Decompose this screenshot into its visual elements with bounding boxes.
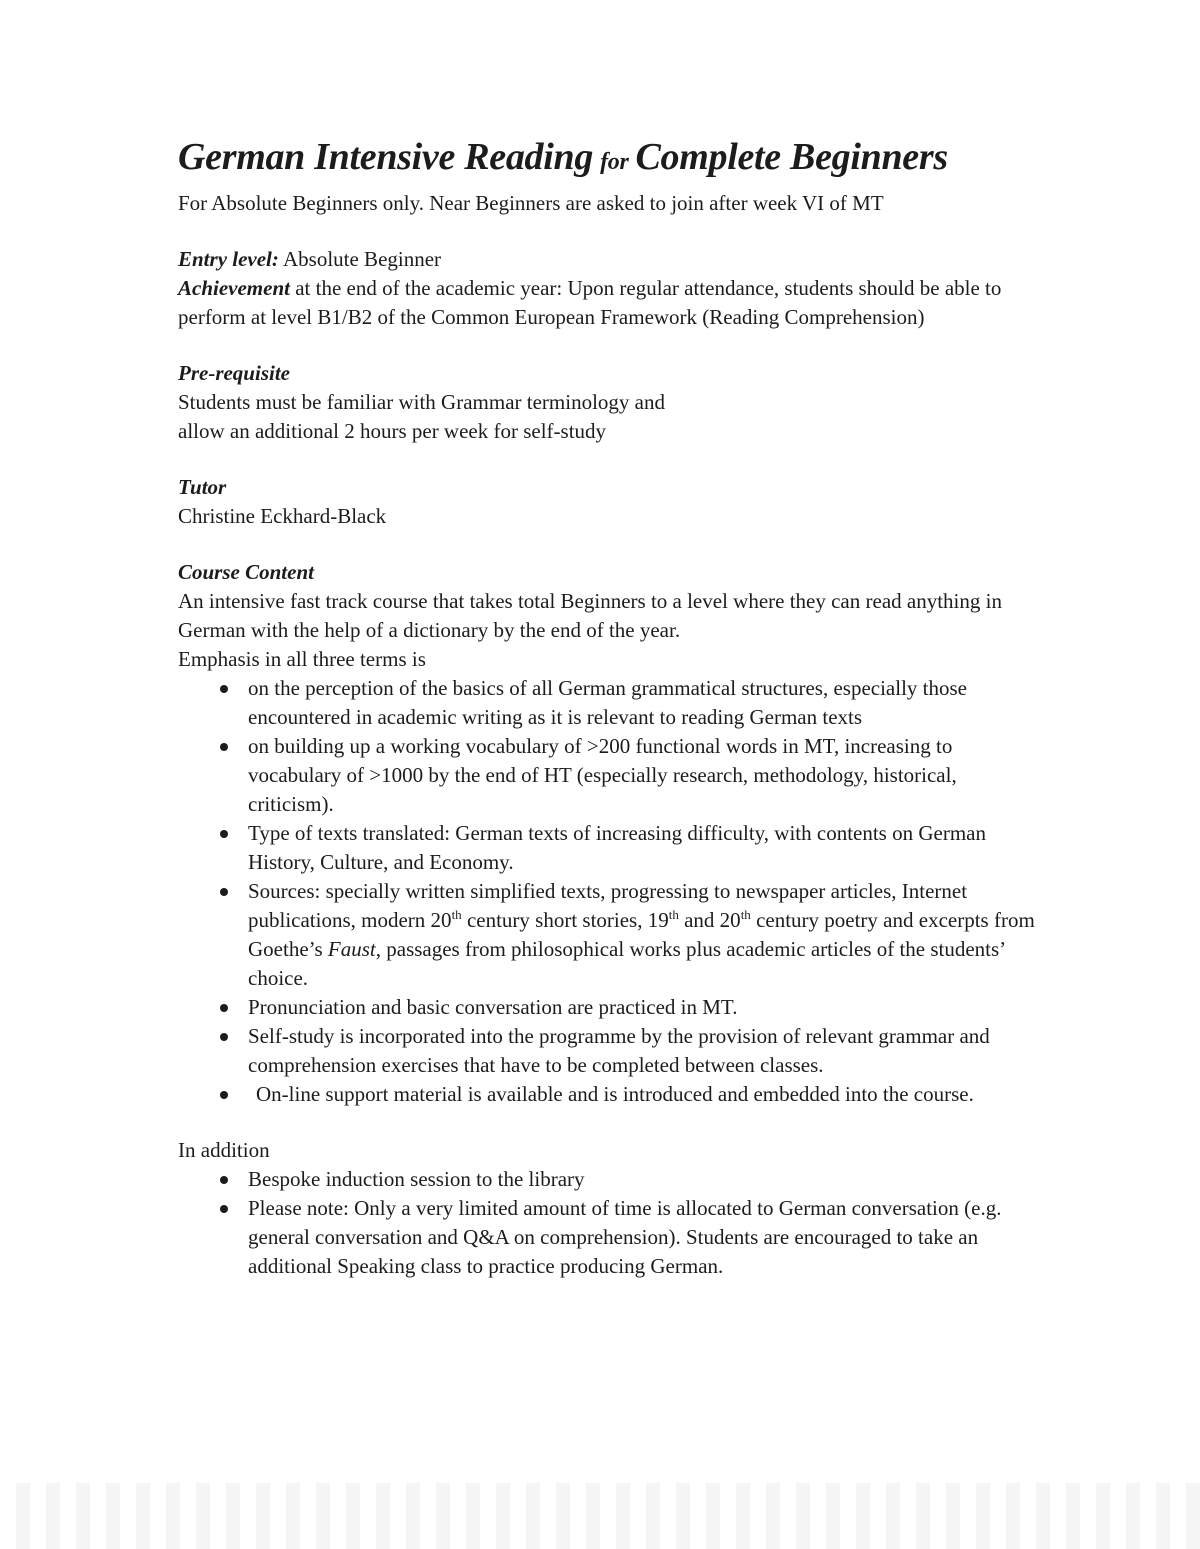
title-connector: for — [600, 149, 629, 175]
bullet-icon — [220, 1004, 228, 1012]
bullet-icon — [220, 743, 228, 751]
bullet-icon — [220, 830, 228, 838]
bullet-icon — [220, 1205, 228, 1213]
prerequisite-line-2: allow an additional 2 hours per week for self-study — [178, 419, 607, 443]
bullet-item — [178, 1022, 1046, 1080]
course-content-bullet-list — [178, 674, 1046, 1109]
in-addition-section — [178, 1136, 1046, 1281]
document-page — [178, 134, 1046, 1281]
tutor-name: Christine Eckhard-Black — [178, 504, 387, 528]
in-addition-heading: In addition — [178, 1138, 270, 1162]
bullet-item — [178, 1080, 1046, 1109]
title-part-2: Complete Beginners — [635, 136, 948, 178]
course-content-section — [178, 558, 1046, 1109]
in-addition-bullet-list — [178, 1165, 1046, 1281]
subtitle: For Absolute Beginners only. Near Beginners are asked to join after week VI of MT — [178, 191, 884, 215]
bullet-text: and 20 — [678, 908, 741, 932]
bullet-item — [178, 1165, 1046, 1194]
entry-level-label: Entry level: — [178, 247, 279, 271]
bullet-text: on the perception of the basics of all German grammatical structures, especially those encountered in academic writing as it is relevant to reading German texts — [248, 676, 967, 729]
bullet-text: On-line support material is available and is introduced and embedded into the course. — [256, 1082, 974, 1106]
bullet-icon — [220, 1176, 228, 1184]
superscript-th: th — [668, 907, 679, 922]
tutor-section — [178, 473, 1046, 531]
bullet-text: century poetry and excerpts from Goethe’s — [248, 908, 1035, 961]
bullet-text: Type of texts translated: German texts of increasing difficulty, with contents on German History, Culture, and Economy. — [248, 821, 986, 874]
bullet-item — [178, 732, 1046, 819]
bullet-text: Self-study is incorporated into the programme by the provision of relevant grammar and comprehension exercises that have to be completed between classes. — [248, 1024, 990, 1077]
bullet-text: Pronunciation and basic conversation are practiced in MT. — [248, 995, 738, 1019]
bullet-icon — [220, 888, 228, 896]
book-title-faust: Faust — [327, 937, 376, 961]
bullet-text: on building up a working vocabulary of >200 functional words in MT, increasing to vocabulary of >1000 by the end of HT (especially research, methodology, historical, criticism). — [248, 734, 957, 816]
prerequisite-line-1: Students must be familiar with Grammar terminology and — [178, 390, 665, 414]
bullet-icon — [220, 685, 228, 693]
achievement-label: Achievement — [178, 276, 290, 300]
title-part-1: German Intensive Reading — [178, 136, 594, 178]
bullet-item — [178, 993, 1046, 1022]
achievement-paragraph — [178, 274, 1046, 332]
prerequisite-section — [178, 359, 1046, 446]
achievement-text: at the end of the academic year: Upon regular attendance, students should be able to perform at level B1/B2 of the Common European Framework (Reading Comprehension) — [178, 276, 1002, 329]
bullet-text: Please note: Only a very limited amount of time is allocated to German conversation (e.g. general conversation and Q&A on comprehension). Students are encouraged to take an additional Speaking class to practice producing German. — [248, 1196, 1002, 1278]
prerequisite-heading: Pre-requisite — [178, 361, 290, 385]
bullet-text: Bespoke induction session to the library — [248, 1167, 585, 1191]
entry-achievement-section — [178, 245, 1046, 332]
page-title — [178, 134, 1046, 185]
superscript-th: th — [740, 907, 751, 922]
bullet-text: century short stories, 19 — [461, 908, 669, 932]
bullet-item — [178, 674, 1046, 732]
scan-artifact-strip — [0, 1483, 1200, 1549]
bullet-item-sources — [178, 877, 1046, 993]
course-content-intro: An intensive fast track course that takes total Beginners to a level where they can read anything in German with the help of a dictionary by the end of the year. — [178, 589, 1002, 642]
tutor-heading: Tutor — [178, 475, 227, 499]
bullet-icon — [220, 1033, 228, 1041]
bullet-icon — [220, 1091, 228, 1099]
bullet-text: Sources: specially written simplified texts, progressing to newspaper articles, Internet publications, modern 20 — [248, 879, 968, 932]
entry-level-line — [178, 245, 1046, 274]
bullet-item — [178, 819, 1046, 877]
bullet-text: , passages from philosophical works plus academic articles of the students’ choice. — [248, 937, 1005, 990]
entry-level-value: Absolute Beginner — [278, 247, 442, 271]
course-content-emphasis-lead: Emphasis in all three terms is — [178, 647, 426, 671]
superscript-th: th — [451, 907, 462, 922]
course-content-heading: Course Content — [178, 560, 314, 584]
bullet-item — [178, 1194, 1046, 1281]
